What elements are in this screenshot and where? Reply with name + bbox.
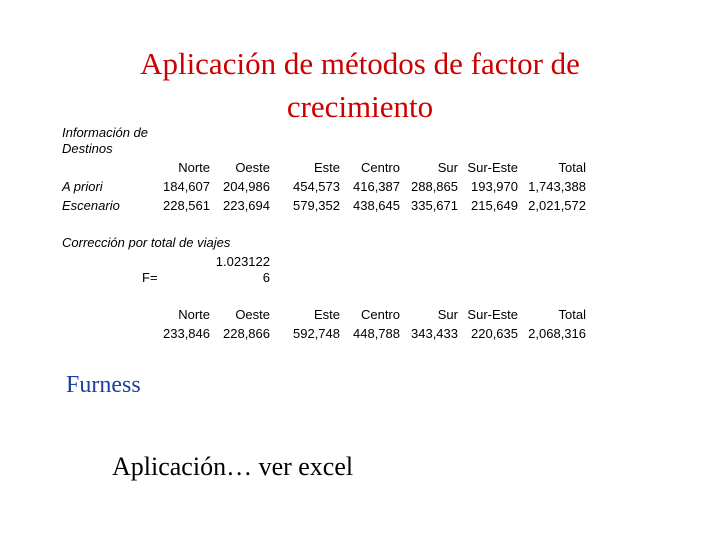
- t1-header-sur: Sur: [437, 160, 458, 175]
- factor-value-line2: 6: [262, 270, 270, 285]
- t1-header-centro: Centro: [360, 160, 400, 175]
- t1-r2-sureste: 215,649: [471, 198, 518, 213]
- furness-heading: Furness: [66, 372, 141, 398]
- t1-r1-sureste: 193,970: [471, 179, 518, 194]
- t1-header-total: Total: [558, 160, 586, 175]
- t2-header-sureste: Sur-Este: [467, 307, 518, 322]
- t2-este: 592,748: [293, 326, 340, 341]
- t2-norte: 233,846: [163, 326, 210, 341]
- t2-oeste: 228,866: [223, 326, 270, 341]
- page-title: Aplicación de métodos de factor de crecimiento: [140, 46, 580, 124]
- t2-header-centro: Centro: [360, 307, 400, 322]
- t1-r2-norte: 228,561: [163, 198, 210, 213]
- correction-label: Corrección por total de viajes: [62, 235, 231, 250]
- t1-r2-sur: 335,671: [411, 198, 458, 213]
- t1-header-oeste: Oeste: [235, 160, 270, 175]
- t1-r1-oeste: 204,986: [223, 179, 270, 194]
- t1-header-norte: Norte: [178, 160, 210, 175]
- t2-centro: 448,788: [353, 326, 400, 341]
- t2-header-este: Este: [313, 307, 340, 322]
- t2-sur: 343,433: [411, 326, 458, 341]
- t1-r1-sur: 288,865: [411, 179, 458, 194]
- t2-header-norte: Norte: [178, 307, 210, 322]
- info-label-line2: Destinos: [62, 141, 113, 156]
- row-label-escenario: Escenario: [62, 198, 120, 213]
- t2-header-oeste: Oeste: [235, 307, 270, 322]
- t1-r2-total: 2,021,572: [528, 198, 586, 213]
- factor-value-line1: 1.023122: [215, 254, 270, 269]
- t2-sureste: 220,635: [471, 326, 518, 341]
- aplicacion-text: Aplicación… ver excel: [112, 452, 354, 481]
- t1-r2-este: 579,352: [293, 198, 340, 213]
- t1-header-sureste: Sur-Este: [467, 160, 518, 175]
- t1-r2-oeste: 223,694: [223, 198, 270, 213]
- info-label-line1: Información de: [62, 125, 148, 140]
- t1-r1-norte: 184,607: [163, 179, 210, 194]
- factor-label: F=: [142, 270, 158, 285]
- t2-total: 2,068,316: [528, 326, 586, 341]
- row-label-a-priori: A priori: [62, 179, 103, 194]
- t1-r1-total: 1,743,388: [528, 179, 586, 194]
- t1-r1-centro: 416,387: [353, 179, 400, 194]
- t1-header-este: Este: [313, 160, 340, 175]
- t2-header-total: Total: [558, 307, 586, 322]
- t1-r1-este: 454,573: [293, 179, 340, 194]
- t2-header-sur: Sur: [437, 307, 458, 322]
- t1-r2-centro: 438,645: [353, 198, 400, 213]
